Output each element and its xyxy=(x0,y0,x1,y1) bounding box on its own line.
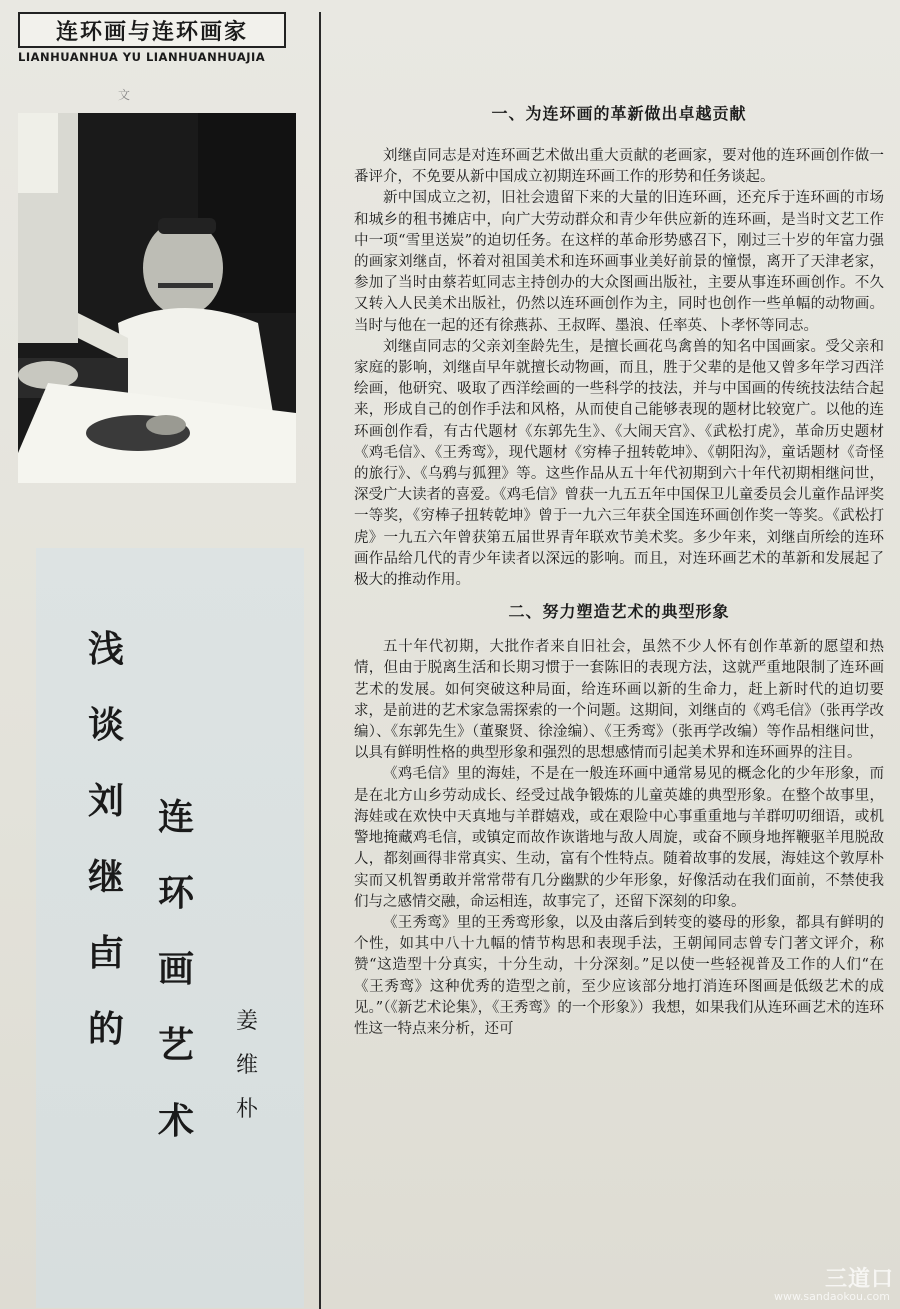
column-pinyin: LIANHUANHUA YU LIANHUANHUAJIA xyxy=(18,50,266,64)
paragraph: 《王秀鸾》里的王秀鸾形象，以及由落后到转变的婆母的形象，都具有鲜明的个性，如其中八十九幅的情节构思和表现手法，王朝闻同志曾专门著文评介，称赞“这造型十分真实，十分生动，十分深刻。”足以使一些轻视普及工作的人们“在《王秀鸾》这种优秀的造型之前，至少应该部分地打消连环图画是低级艺术的成见。”（《新艺术论集》，《王秀鸾》的一个形象》）我想，如果我们从连环画艺术的连环性这一特点来分析，还可 xyxy=(354,914,884,1037)
author-char: 朴 xyxy=(235,1097,258,1122)
title-char: 谈 xyxy=(87,705,124,746)
paragraph: 《鸡毛信》里的海娃，不是在一般连环画中通常易见的概念化的少年形象，而是在北方山乡劳动成长、经受过战争锻炼的儿童英雄的典型形象。在整个故事里，海娃或在欢快中天真地与羊群嬉戏，或在艰险中心事重重地与羊群叨叨细语，或机警地掩藏鸡毛信，或镇定而故作诙谐地与敌人周旋，或奋不顾身地挥鞭驱羊甩脱敌人，都刻画得非常真实、生动，富有个性特点。随着故事的发展，海娃这个敦厚朴实而又机智勇敢并常常带有几分幽默的少年形象，好像活动在我们面前，不禁使我们与之感情交融，命运相连，故事完了，还留下深刻的印象。 xyxy=(354,766,884,910)
column-title: 连环画与连环画家 xyxy=(18,12,286,48)
section-heading: 一、为连环画的革新做出卓越贡献 xyxy=(491,104,747,123)
title-char: 浅 xyxy=(87,629,124,670)
watermark-text: 三道口 xyxy=(824,1267,894,1292)
article-title-line1 xyxy=(86,612,126,1068)
title-char: 画 xyxy=(157,949,194,990)
title-char: 继 xyxy=(87,857,124,898)
author-char: 维 xyxy=(235,1053,258,1078)
article-body xyxy=(354,100,884,1040)
paragraph: 五十年代初期，大批作者来自旧社会，虽然不少人怀有创作革新的愿望和热情，但由于脱离生活和长期习惯于一套陈旧的表现方法，这就严重地限制了连环画艺术的发展。如何突破这种局面，给连环画以新的生命力，赶上新时代的迫切要求，是前进的艺术家急需探索的一个问题。这期间，刘继卣的《鸡毛信》（张再学改编）、《东郭先生》（董聚贤、徐淦编）、《王秀鸾》（张再学改编）等作品相继问世，以具有鲜明性格的典型形象和强烈的思想感情而引起美术界和连环画界的注目。 xyxy=(354,639,884,762)
title-char: 术 xyxy=(157,1101,194,1142)
title-char: 艺 xyxy=(157,1025,194,1066)
section-heading: 二、努力塑造艺术的典型形象 xyxy=(508,602,730,622)
author-char: 姜 xyxy=(235,1009,258,1034)
column-divider xyxy=(319,12,321,1309)
watermark-url: www.sandaokou.com xyxy=(773,1290,890,1303)
title-char: 卣 xyxy=(87,933,124,974)
paragraph: 刘继卣同志的父亲刘奎龄先生，是擅长画花鸟禽兽的知名中国画家。受父亲和家庭的影响，刘继卣早年就擅长动物画，而且，胜于父辈的是他又曾多年学习西洋绘画，他研究、吸取了西洋绘画的一些科学的技法，并与中国画的传统技法结合起来，形成自己的创作手法和风格，从而使自己能够表现的题材比较宽广。以他的连环画创作看，有古代题材《东郭先生》、《大闹天宫》、《武松打虎》，革命历史题材《鸡毛信》、《王秀鸾》，现代题材《穷棒子扭转乾坤》、《朝阳沟》，童话题材《奇怪的旅行》、《乌鸦与狐狸》等。这些作品从五十年代初期到六十年代初期相继问世，深受广大读者的喜爱。《鸡毛信》曾获一九五五年中国保卫儿童委员会儿童作品评奖一等奖，《穷棒子扭转乾坤》曾于一九六三年获全国连环画创作奖一等奖。《武松打虎》一九五六年曾获第五届世界青年联欢节美术奖。多少年来，刘继卣所绘的连环画作品给几代的青少年读者以深远的影响。而且，对连环画艺术的革新和发展起了极大的推动作用。 xyxy=(354,338,884,589)
small-note: 文 xyxy=(118,88,131,102)
title-char: 的 xyxy=(87,1009,124,1050)
title-char: 刘 xyxy=(87,781,124,822)
paragraph: 新中国成立之初，旧社会遗留下来的大量的旧连环画，还充斥于连环画的市场和城乡的租书摊店中，向广大劳动群众和青少年供应新的连环画，是当时文艺工作中一项“雪里送炭”的迫切任务。在这样的革命形势感召下，刚过三十岁的年富力强的画家刘继卣，怀着对祖国美术和连环画事业美好前景的憧憬，离开了天津老家，参加了当时由蔡若虹同志主持创办的大众图画出版社，主要从事连环画创作。不久又转入人民美术出版社，仍然以连环画创作为主，同时也创作一些单幅的动物画。当时与他在一起的还有徐燕荪、王叔晖、墨浪、任率英、卜孝怀等同志。 xyxy=(354,190,884,334)
artist-photo xyxy=(18,113,296,483)
article-author xyxy=(232,1000,262,1132)
article-title-line2 xyxy=(156,780,196,1160)
paragraph: 刘继卣同志是对连环画艺术做出重大贡献的老画家，要对他的连环画创作做一番评介，不免要从新中国成立初期连环画工作的形势和任务谈起。 xyxy=(354,148,884,186)
title-char: 连 xyxy=(157,797,194,838)
title-char: 环 xyxy=(157,873,194,914)
